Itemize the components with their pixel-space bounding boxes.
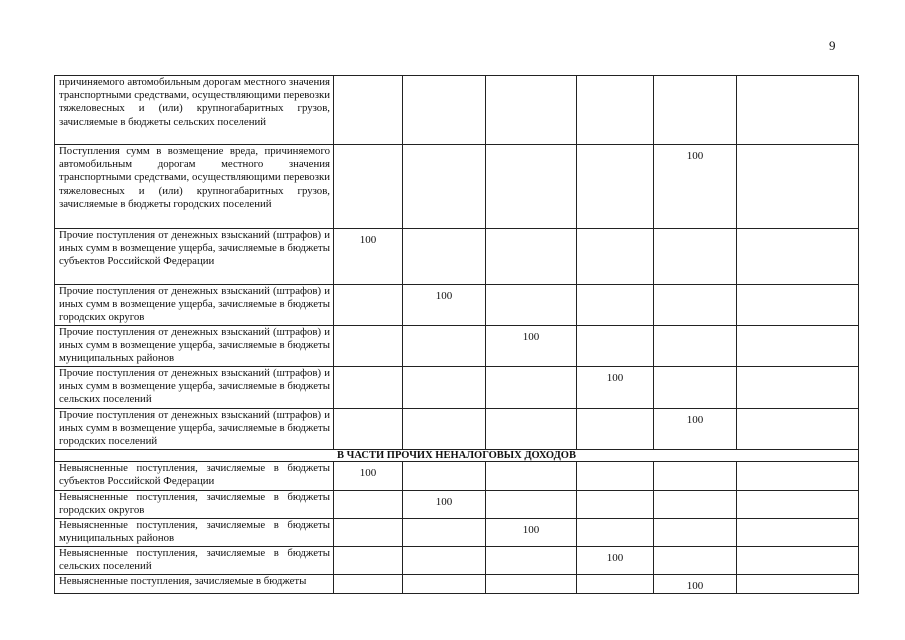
value-cell — [577, 574, 654, 593]
value-text — [403, 145, 485, 150]
value-text — [403, 575, 485, 580]
value-cell — [737, 546, 859, 574]
value-cell — [486, 229, 577, 285]
value-cell — [577, 518, 654, 546]
value-text: 100 — [606, 371, 624, 384]
value-text — [577, 145, 653, 150]
value-text — [486, 409, 576, 414]
section-header-row — [55, 449, 859, 461]
value-cell — [654, 518, 737, 546]
value-cell — [577, 145, 654, 229]
value-text — [334, 367, 402, 372]
value-text — [577, 409, 653, 414]
row-description: Прочие поступления от денежных взысканий (штрафов) и иных сумм в возмещение ущерба, зачисляемые в бюджеты сельских поселений — [55, 366, 334, 408]
row-description: Невыясненные поступления, зачисляемые в бюджеты — [55, 574, 334, 593]
value-cell — [334, 285, 403, 326]
value-cell — [486, 574, 577, 593]
value-cell — [403, 76, 486, 145]
value-cell — [737, 229, 859, 285]
table-row — [55, 76, 859, 145]
value-cell — [654, 285, 737, 326]
value-cell — [737, 490, 859, 518]
row-description: причиняемого автомобильным дорогам местного значения транспортными средствами, осуществляющими перевозки тяжеловесных и (или) крупногабаритных грузов, зачисляемые в бюджеты сельских поселений — [55, 76, 334, 145]
row-description: Невыясненные поступления, зачисляемые в бюджеты сельских поселений — [55, 546, 334, 574]
value-text — [737, 575, 858, 580]
row-description: Поступления сумм в возмещение вреда, причиняемого автомобильным дорогам местного значения транспортными средствами, осуществляющими перевозки тяжеловесных и (или) крупногабаритных грузов, зачисляемые в бюджеты городских поселений — [55, 145, 334, 229]
value-text — [403, 229, 485, 234]
table-row — [55, 366, 859, 408]
value-text — [334, 326, 402, 331]
value-cell — [486, 518, 577, 546]
value-text — [737, 462, 858, 467]
table-row — [55, 285, 859, 326]
table-row — [55, 408, 859, 449]
value-cell — [486, 325, 577, 366]
value-text — [486, 285, 576, 290]
table-row — [55, 574, 859, 593]
value-text — [403, 462, 485, 467]
value-cell — [334, 145, 403, 229]
value-text — [486, 491, 576, 496]
value-cell — [403, 574, 486, 593]
value-text — [577, 326, 653, 331]
value-cell — [334, 461, 403, 490]
value-text — [403, 367, 485, 372]
value-cell — [654, 490, 737, 518]
value-text — [654, 547, 736, 552]
value-cell — [737, 285, 859, 326]
value-cell — [403, 490, 486, 518]
value-text — [486, 547, 576, 552]
table-row — [55, 229, 859, 285]
value-text: 100 — [686, 150, 704, 162]
row-description: Прочие поступления от денежных взысканий (штрафов) и иных сумм в возмещение ущерба, зачисляемые в бюджеты муниципальных районов — [55, 325, 334, 366]
value-cell — [486, 76, 577, 145]
value-text — [654, 76, 736, 81]
value-cell — [654, 76, 737, 145]
value-cell — [737, 145, 859, 229]
value-text — [334, 575, 402, 580]
value-cell — [334, 366, 403, 408]
page-number: 9 — [829, 38, 836, 53]
value-text — [334, 547, 402, 552]
value-text — [577, 285, 653, 290]
table-row — [55, 546, 859, 574]
value-text — [737, 76, 858, 81]
value-cell — [577, 461, 654, 490]
value-cell — [654, 229, 737, 285]
value-cell — [403, 461, 486, 490]
value-cell — [403, 546, 486, 574]
value-cell — [334, 546, 403, 574]
value-text — [737, 409, 858, 414]
value-cell — [737, 518, 859, 546]
value-text — [737, 326, 858, 331]
value-text — [737, 285, 858, 290]
value-text — [654, 519, 736, 524]
value-text — [577, 519, 653, 524]
value-text — [737, 491, 858, 496]
value-cell — [654, 145, 737, 229]
value-text — [654, 367, 736, 372]
value-cell — [654, 366, 737, 408]
table-row — [55, 461, 859, 490]
value-text — [403, 326, 485, 331]
value-text: 100 — [522, 523, 540, 536]
table-row — [55, 490, 859, 518]
value-cell — [654, 461, 737, 490]
value-cell — [737, 574, 859, 593]
value-cell — [334, 408, 403, 449]
value-text — [334, 76, 402, 81]
value-text — [486, 367, 576, 372]
value-cell — [403, 408, 486, 449]
table-row — [55, 325, 859, 366]
value-text — [577, 76, 653, 81]
value-cell — [577, 285, 654, 326]
value-text: 100 — [435, 290, 453, 302]
value-cell — [654, 546, 737, 574]
value-text: 100 — [359, 234, 377, 246]
section-title: В ЧАСТИ ПРОЧИХ НЕНАЛОГОВЫХ ДОХОДОВ — [55, 449, 859, 461]
value-cell — [486, 145, 577, 229]
value-cell — [654, 325, 737, 366]
value-cell — [403, 145, 486, 229]
value-cell — [737, 461, 859, 490]
row-description: Невыясненные поступления, зачисляемые в бюджеты городских округов — [55, 490, 334, 518]
budget-distribution-table — [54, 75, 859, 594]
row-description: Невыясненные поступления, зачисляемые в бюджеты муниципальных районов — [55, 518, 334, 546]
value-cell — [486, 546, 577, 574]
value-cell — [737, 366, 859, 408]
value-text — [486, 462, 576, 467]
value-text — [577, 229, 653, 234]
value-cell — [486, 366, 577, 408]
value-text: 100 — [435, 495, 453, 508]
value-cell — [334, 490, 403, 518]
value-text: 100 — [686, 579, 704, 592]
value-cell — [577, 229, 654, 285]
value-text — [654, 229, 736, 234]
value-text — [577, 462, 653, 467]
value-cell — [486, 285, 577, 326]
value-cell — [577, 366, 654, 408]
value-cell — [486, 490, 577, 518]
row-description: Прочие поступления от денежных взысканий (штрафов) и иных сумм в возмещение ущерба, зачисляемые в бюджеты субъектов Российской Федерации — [55, 229, 334, 285]
value-text — [654, 491, 736, 496]
value-text — [577, 575, 653, 580]
value-cell — [334, 229, 403, 285]
value-text: 100 — [359, 466, 377, 479]
value-cell — [334, 574, 403, 593]
value-text — [737, 547, 858, 552]
value-cell — [334, 325, 403, 366]
value-cell — [334, 76, 403, 145]
value-text — [486, 229, 576, 234]
value-cell — [486, 408, 577, 449]
value-text — [737, 367, 858, 372]
value-cell — [737, 325, 859, 366]
value-cell — [737, 408, 859, 449]
value-text — [403, 547, 485, 552]
value-text — [737, 145, 858, 150]
value-cell — [654, 574, 737, 593]
value-text — [654, 326, 736, 331]
value-text — [334, 491, 402, 496]
value-cell — [577, 490, 654, 518]
value-text — [486, 575, 576, 580]
value-cell — [737, 76, 859, 145]
row-description: Прочие поступления от денежных взысканий (штрафов) и иных сумм в возмещение ущерба, зачисляемые в бюджеты городских поселений — [55, 408, 334, 449]
value-text — [403, 409, 485, 414]
value-cell — [654, 408, 737, 449]
value-cell — [403, 518, 486, 546]
row-description: Прочие поступления от денежных взысканий (штрафов) и иных сумм в возмещение ущерба, зачисляемые в бюджеты городских округов — [55, 285, 334, 326]
value-text — [737, 519, 858, 524]
value-text — [334, 145, 402, 150]
table-row — [55, 518, 859, 546]
value-cell — [334, 518, 403, 546]
value-text: 100 — [522, 330, 540, 343]
value-text: 100 — [606, 551, 624, 564]
value-cell — [486, 461, 577, 490]
value-text — [486, 145, 576, 150]
row-description: Невыясненные поступления, зачисляемые в бюджеты субъектов Российской Федерации — [55, 461, 334, 490]
value-cell — [577, 76, 654, 145]
value-text — [334, 285, 402, 290]
value-cell — [577, 325, 654, 366]
value-cell — [403, 285, 486, 326]
value-cell — [403, 229, 486, 285]
value-text — [654, 462, 736, 467]
value-text: 100 — [686, 413, 704, 426]
table-row — [55, 145, 859, 229]
value-text — [334, 409, 402, 414]
value-text — [577, 491, 653, 496]
value-text — [737, 229, 858, 234]
value-text — [654, 285, 736, 290]
value-text — [403, 76, 485, 81]
value-cell — [577, 546, 654, 574]
value-cell — [403, 366, 486, 408]
value-text — [486, 76, 576, 81]
value-cell — [403, 325, 486, 366]
value-text — [403, 519, 485, 524]
value-text — [334, 519, 402, 524]
value-cell — [577, 408, 654, 449]
